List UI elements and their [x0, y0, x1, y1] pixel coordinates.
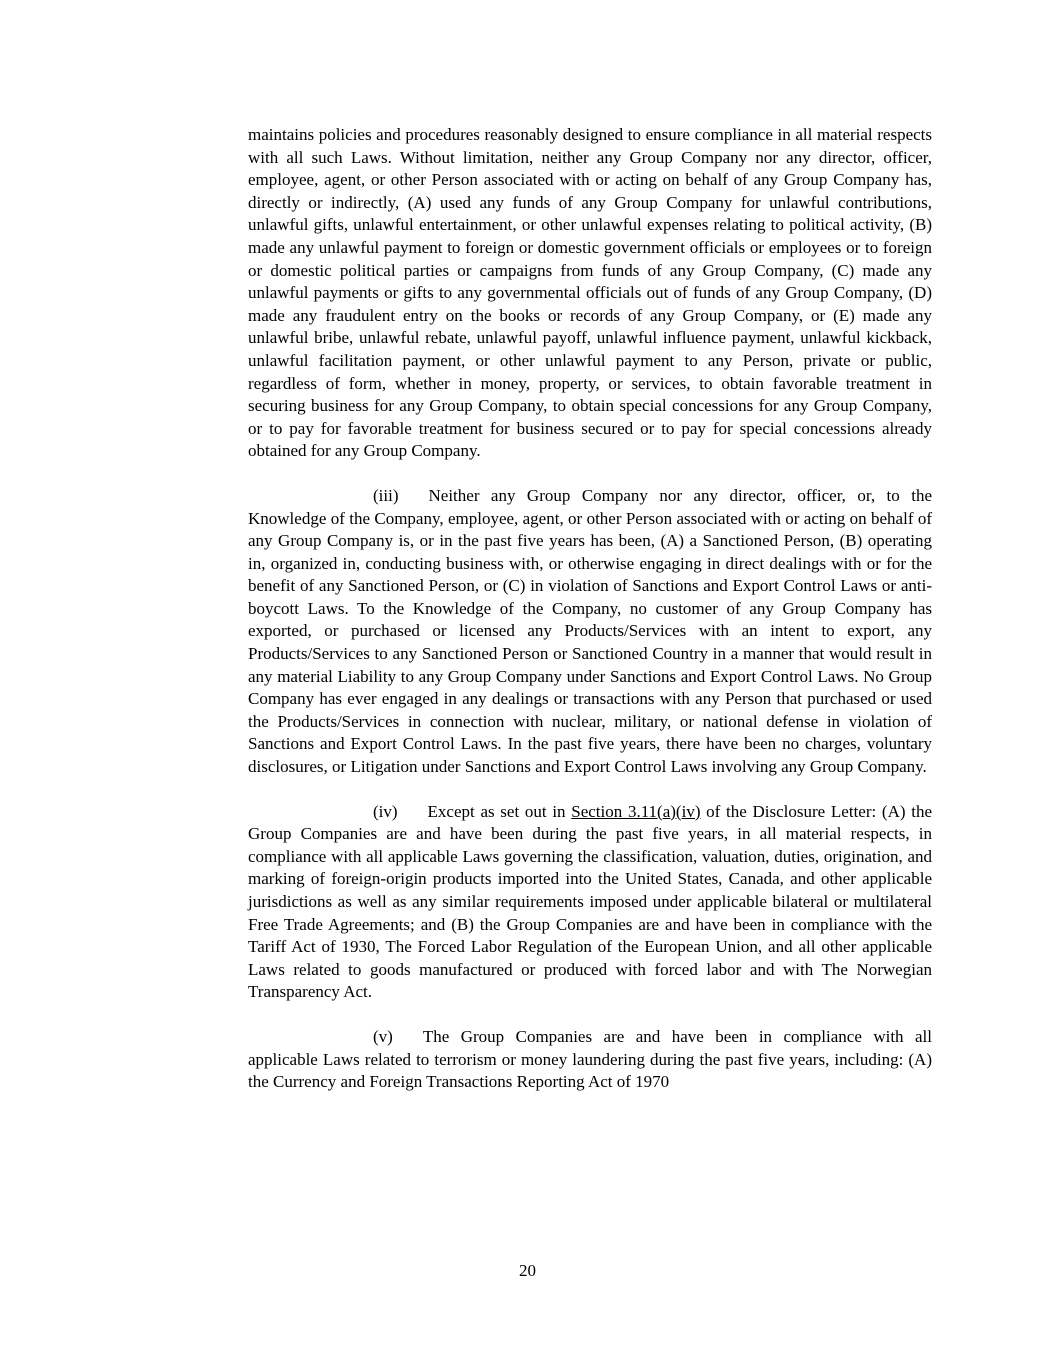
- paragraph-v: [248, 1026, 932, 1094]
- paragraph-iii: [248, 485, 932, 779]
- paragraph-v-label: (v): [373, 1026, 393, 1046]
- paragraph-text: maintains policies and procedures reasonably designed to ensure compliance in all material respects with all such Laws. Without limitation, neither any Group Company nor any director, officer, employee, agent, or other Person associated with or acting on behalf of any Group Company has, directly or indirectly, (A) used any funds of any Group Company for unlawful contributions, unlawful gifts, unlawful entertainment, or other unlawful expenses relating to political activity, (B) made any unlawful payment to foreign or domestic government officials or employees or to foreign or domestic political parties or campaigns from funds of any Group Company, (C) made any unlawful payments or gifts to any governmental officials out of funds of any Group Company, (D) made any fraudulent entry on the books or records of any Group Company, or (E) made any unlawful bribe, unlawful rebate, unlawful payoff, unlawful influence payment, unlawful kickback, unlawful facilitation payment, or other unlawful payment to any Person, private or public, regardless of form, whether in money, property, or services, to obtain favorable treatment in securing business for any Group Company, to obtain special concessions for any Group Company, or to pay for favorable treatment for business secured or to pay for special concessions already obtained for any Group Company.: [248, 125, 932, 461]
- paragraph-iv-label: (iv): [373, 801, 398, 821]
- paragraph-text: The Group Companies are and have been in compliance with all applicable Laws related to terrorism or money laundering during the past five years, including: (A) the Currency and Foreign Transactions Reporting Act of 1970: [248, 1026, 932, 1092]
- paragraph-text: Except as set out in: [427, 801, 572, 821]
- paragraph-iv: [248, 801, 932, 1004]
- paragraph-text: of the Disclosure Letter: (A) the Group Companies are and have been during the past five years, in all material respects, in compliance with all applicable Laws governing the classification, valuation, duties, origination, and marking of foreign-origin products imported into the United States, Canada, and other applicable jurisdictions as well as any similar requirements imposed under applicable bilateral or multilateral Free Trade Agreements; and (B) the Group Companies are and have been in compliance with the Tariff Act of 1930, The Forced Labor Regulation of the European Union, and all other applicable Laws related to goods manufactured or produced with forced labor and with The Norwegian Transparency Act.: [248, 801, 932, 1002]
- document-body: [248, 124, 932, 1116]
- page-number: 20: [519, 1261, 536, 1280]
- section-reference-link[interactable]: Section 3.11(a)(iv): [571, 801, 701, 821]
- paragraph-continuation: [248, 124, 932, 463]
- paragraph-iii-label: (iii): [373, 485, 399, 505]
- paragraph-text: Neither any Group Company nor any director, officer, or, to the Knowledge of the Company, employee, agent, or other Person associated with or acting on behalf of any Group Company is, or in the past five years has been, (A) a Sanctioned Person, (B) operating in, organized in, conducting business with, or otherwise engaging in direct dealings with or for the benefit of any Sanctioned Person, or (C) in violation of Sanctions and Export Control Laws or anti-boycott Laws. To the Knowledge of the Company, no customer of any Group Company has exported, or purchased or licensed any Products/Services with an intent to export, any Products/Services to any Sanctioned Person or Sanctioned Country in a manner that would result in any material Liability to any Group Company under Sanctions and Export Control Laws. No Group Company has ever engaged in any dealings or transactions with any Person that purchased or used the Products/Services in connection with nuclear, military, or national defense in violation of Sanctions and Export Control Laws. In the past five years, there have been no charges, voluntary disclosures, or Litigation under Sanctions and Export Control Laws involving any Group Company.: [248, 485, 932, 777]
